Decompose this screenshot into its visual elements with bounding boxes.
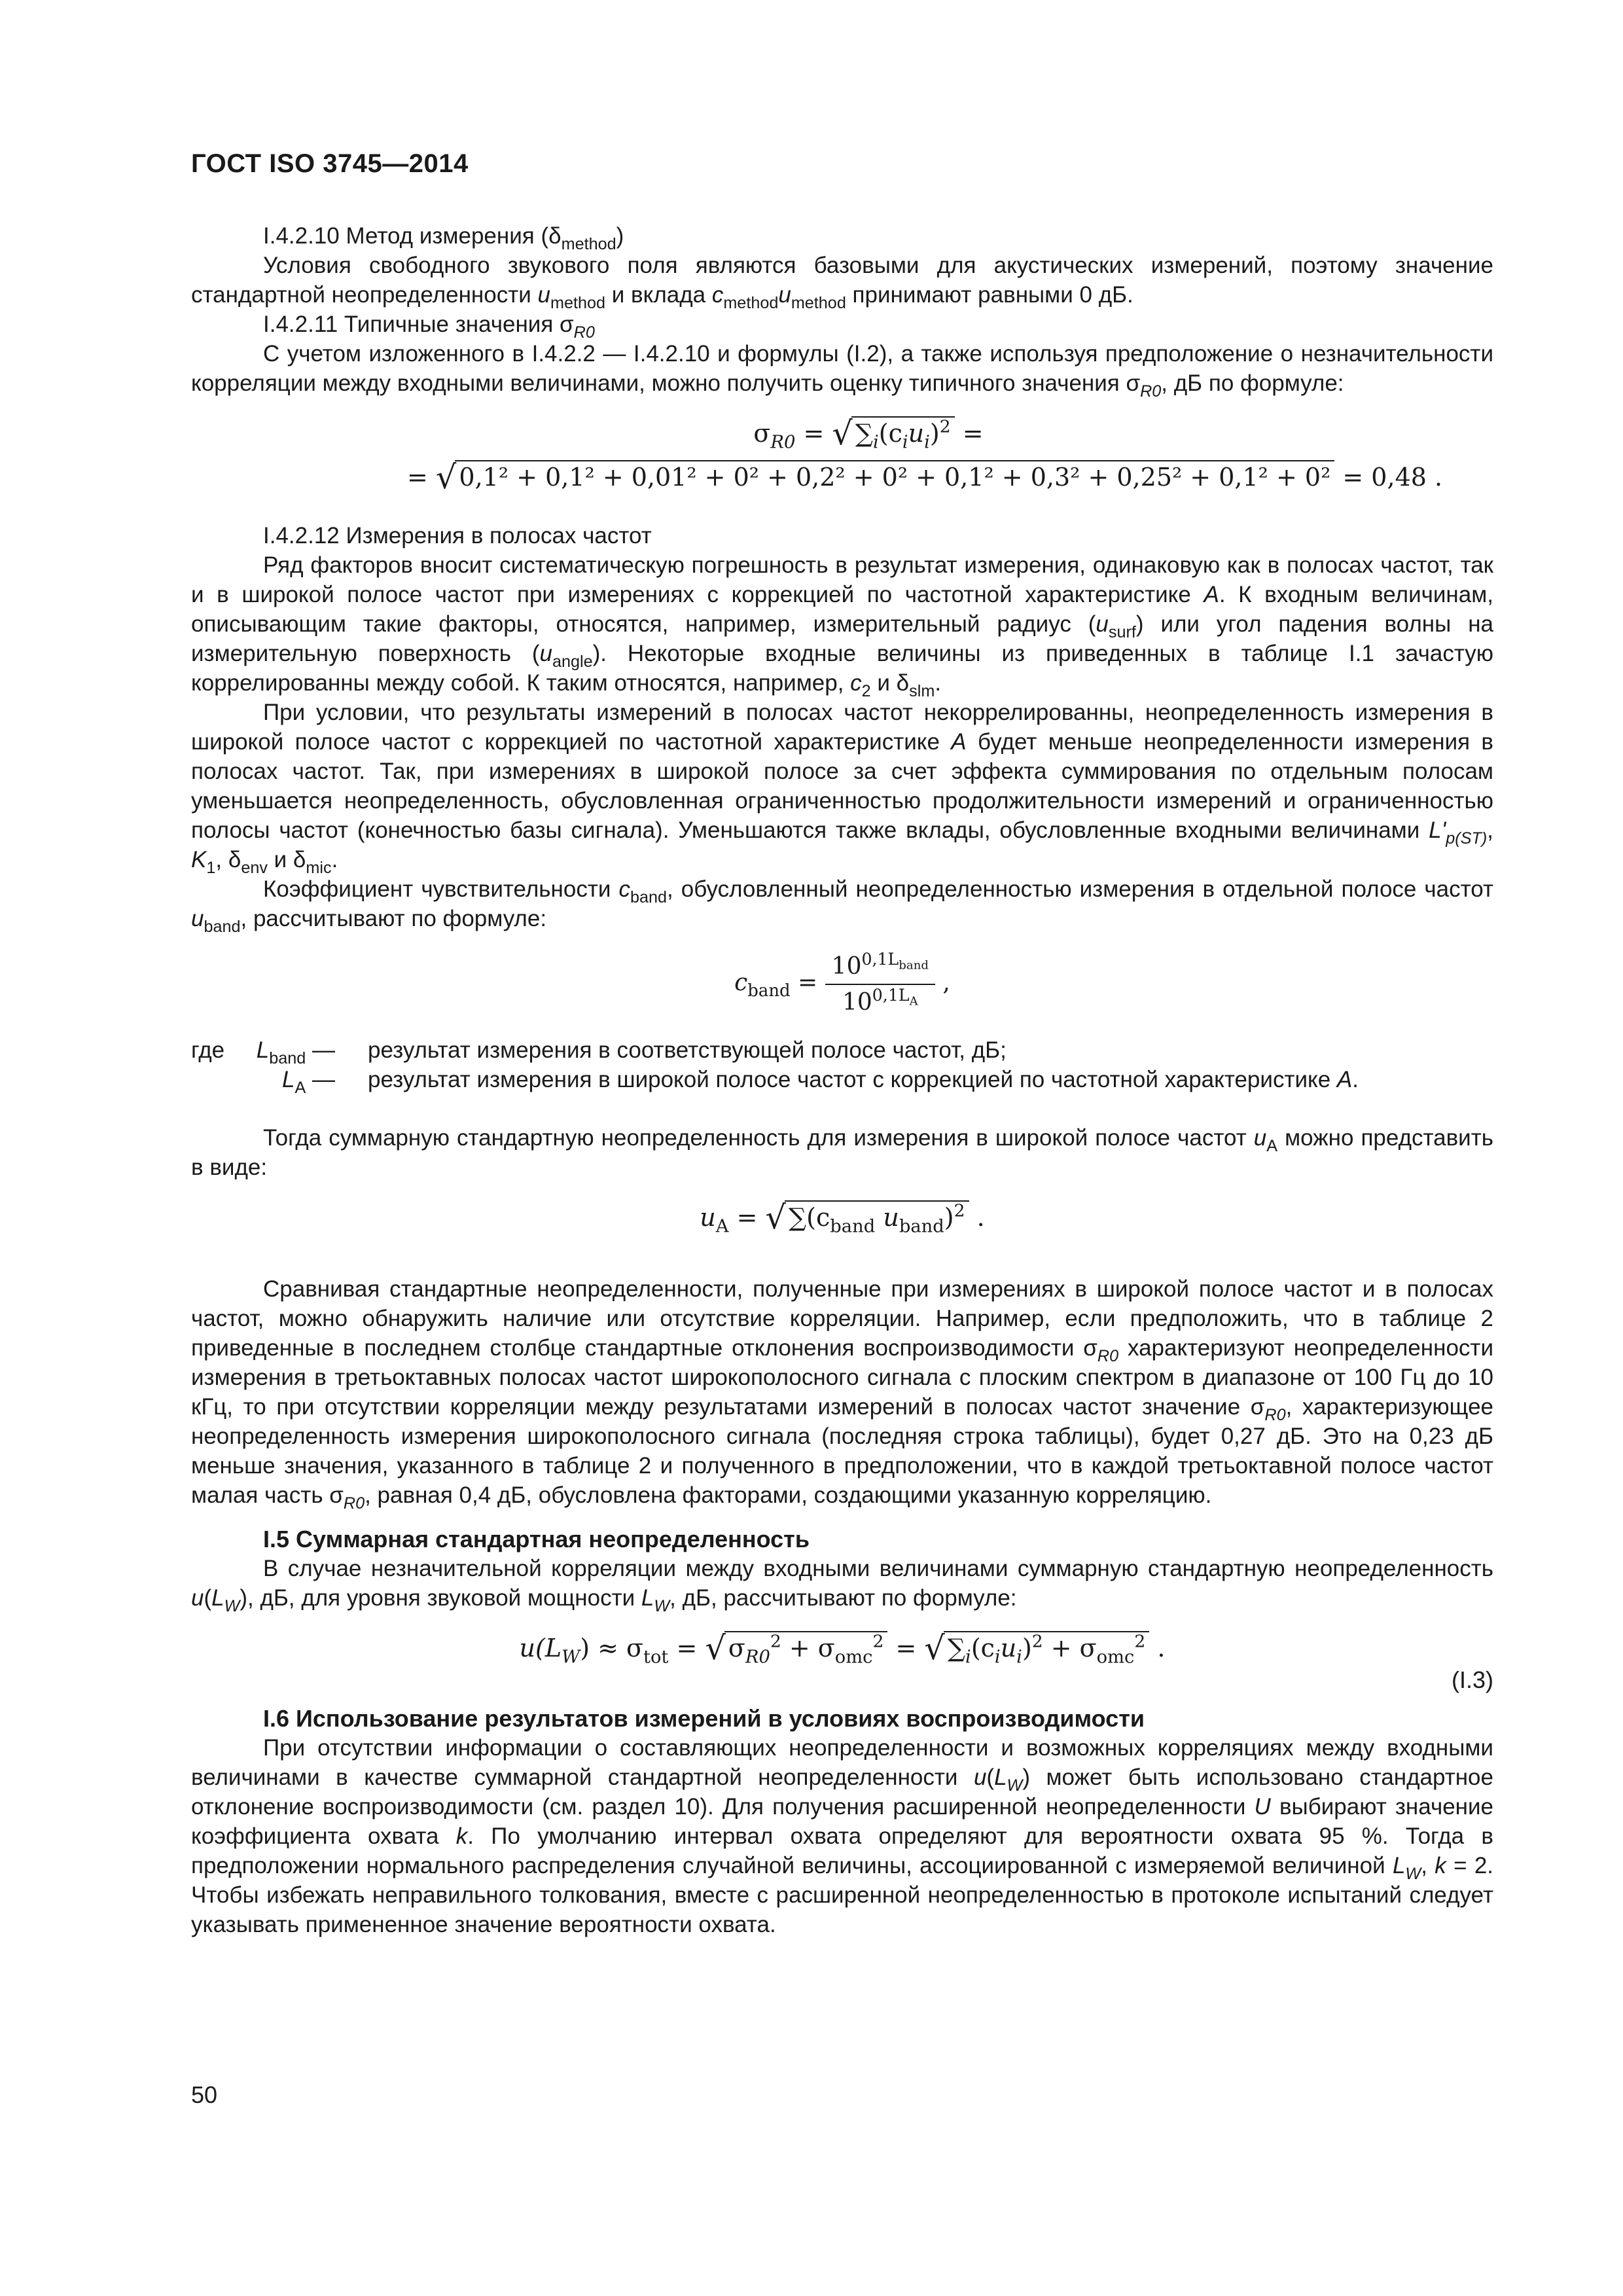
paragraph-method: Условия свободного звукового поля являются базовыми для акустических измерений, поэтому значение стандартной неопределенности $u_{method}$ и вклада $c_{method}u_{method}$ принимают равными 0 дБ.: [191, 253, 1493, 312]
formula-c-band: $c_{band}$ = $\frac{10^{0,1L_{band}}}{10^{0,1L_A}}$ ,: [734, 950, 950, 1016]
section-heading-i6: I.6 Использование результатов измерений в условиях воспроизводимости: [263, 1705, 1145, 1732]
where-definitions: где $L_{band}$ — результат измерения в соответствующей полосе частот, дБ; $L_A$ — результат измерения в широкой полосе частот с коррекцией по частотной характеристике A.: [191, 1037, 1359, 1097]
page-number: 50: [191, 2081, 218, 2108]
formula-sigma-r0-values: = √ 0,1² + 0,1² + 0,01² + 0² + 0,2² + 0² + 0,1² + 0,3² + 0,25² + 0,1² + 0² = 0,48 .: [407, 458, 1443, 496]
paragraph-combined-uncertainty: В случае незначительной корреляции между входными величинами суммарную стандартную неопределенность $u(L_W)$, дБ, для уровня звуковой мощности $L_W$, дБ, рассчитывают по формуле:: [191, 1556, 1493, 1615]
equation-number: (I.3): [1451, 1666, 1493, 1693]
paragraph-typical-values: С учетом изложенного в I.4.2.2 — I.4.2.10 и формулы (I.2), а также используя предположение о незначительности корреляции между входными величинами, можно получить оценку типичного значения $\sigma_{R0}$, дБ по формуле:: [191, 341, 1493, 401]
paragraph-sensitivity-coefficient: Коэффициент чувствительности $c_{band}$, обусловленный неопределенностью измерения в отдельной полосе частот $u_{band}$, рассчитывают по формуле:: [191, 876, 1493, 936]
section-heading-4-2-12: I.4.2.12 Измерения в полосах частот: [263, 523, 652, 548]
formula-u-a: $u_A$ = √ $\sum(c_{band}$ $u_{band})^2$ .: [700, 1198, 985, 1237]
section-heading-i5: I.5 Суммарная стандартная неопределенность: [263, 1526, 810, 1552]
paragraph-band-uncorrelated: При условии, что результаты измерений в полосах частот некоррелированны, неопределенность измерения в широкой полосе частот с коррекцией по частотной характеристике A будет меньше неопределенности измерения в полосах частот. Так, при измерениях в широкой полосе за счет эффекта суммирования по отдельным полосам уменьшается неопределенность, обусловленная ограниченностью продолжительности измерений и ограниченностью полосы частот (конечностью базы сигнала). Уменьшаются также вклады, обусловленные входными величинами $L'_{p(ST)}$, $K_1$, $\delta_{env}$ и $\delta_{mic}$.: [191, 700, 1493, 877]
standard-header: ГОСТ ISO 3745—2014: [191, 149, 469, 178]
page-content: [191, 221, 1493, 1939]
formula-i3: $u(L_W) \approx \sigma_{tot}$ = √ $\sigma_{R0}^2 + \sigma_{omc}^2$ = √ $\sum_i(c_iu_i)^2 + \sigma_{omc}^2$ . (I.3): [519, 1629, 1493, 1693]
paragraph-reproducibility: При отсутствии информации о составляющих неопределенности и возможных корреляциях между входными величинами в качестве суммарной стандартной неопределенности $u(L_W)$ может быть использовано стандартное отклонение воспроизводимости (см. раздел 10). Для получения расширенной неопределенности U выбирают значение коэффициента охвата k. По умолчанию интервал охвата определяют для вероятности охвата 95 %. Тогда в предположении нормального распределения случайной величины, ассоциированной с измеряемой величиной $L_W$, k = 2. Чтобы избежать неправильного толкования, вместе с расширенной неопределенностью в протоколе испытаний следует указывать примененное значение вероятности охвата.: [191, 1735, 1494, 1937]
section-heading-4-2-10: I.4.2.10 Метод измерения $(\delta_{method})$: [263, 223, 624, 253]
formula-sigma-r0: $\sigma_{R0}$ = √ $\sum_i(c_iu_i)^2$ =: [753, 414, 984, 453]
paragraph-comparison: Сравнивая стандартные неопределенности, полученные при измерениях в широкой полосе частот и в полосах частот, можно обнаружить наличие или отсутствие корреляции. Например, если предположить, что в таблице 2 приведенные в последнем столбце стандартные отклонения воспроизводимости $\sigma_{R0}$ характеризуют неопределенности измерения в третьоктавных полосах частот широкополосного сигнала с плоским спектром в диапазоне от 100 Гц до 10 кГц, то при отсутствии корреляции между результатами измерений в полосах частот значение $\sigma_{R0}$, характеризующее неопределенность измерения широкополосного сигнала (последняя строка таблицы), будет 0,27 дБ. Это на 0,23 дБ меньше значения, указанного в таблице 2 и полученного в предположении, что в каждой третьоктавной полосе частот малая часть $\sigma_{R0}$, равная 0,4 дБ, обусловлена факторами, создающими указанную корреляцию.: [191, 1276, 1494, 1513]
paragraph-total-broadband: Тогда суммарную стандартную неопределенность для измерения в широкой полосе частот $u_A$ можно представить в виде:: [191, 1125, 1493, 1180]
section-heading-4-2-11: I.4.2.11 Типичные значения $\sigma_{R0}$: [263, 312, 595, 342]
paragraph-band-factors: Ряд факторов вносит систематическую погрешность в результат измерения, одинаковую как в полосах частот, так и в широкой полосе частот при измерениях с коррекцией по частотной характеристике A. К входным величинам, описывающим такие факторы, относятся, например, измерительный радиус $(u_{surf})$ или угол падения волны на измерительную поверхность $(u_{angle})$. Некоторые входные величины из приведенных в таблице I.1 зачастую коррелированны между собой. К таким относятся, например, $c_2$ и $\delta_{slm}$.: [191, 552, 1493, 700]
